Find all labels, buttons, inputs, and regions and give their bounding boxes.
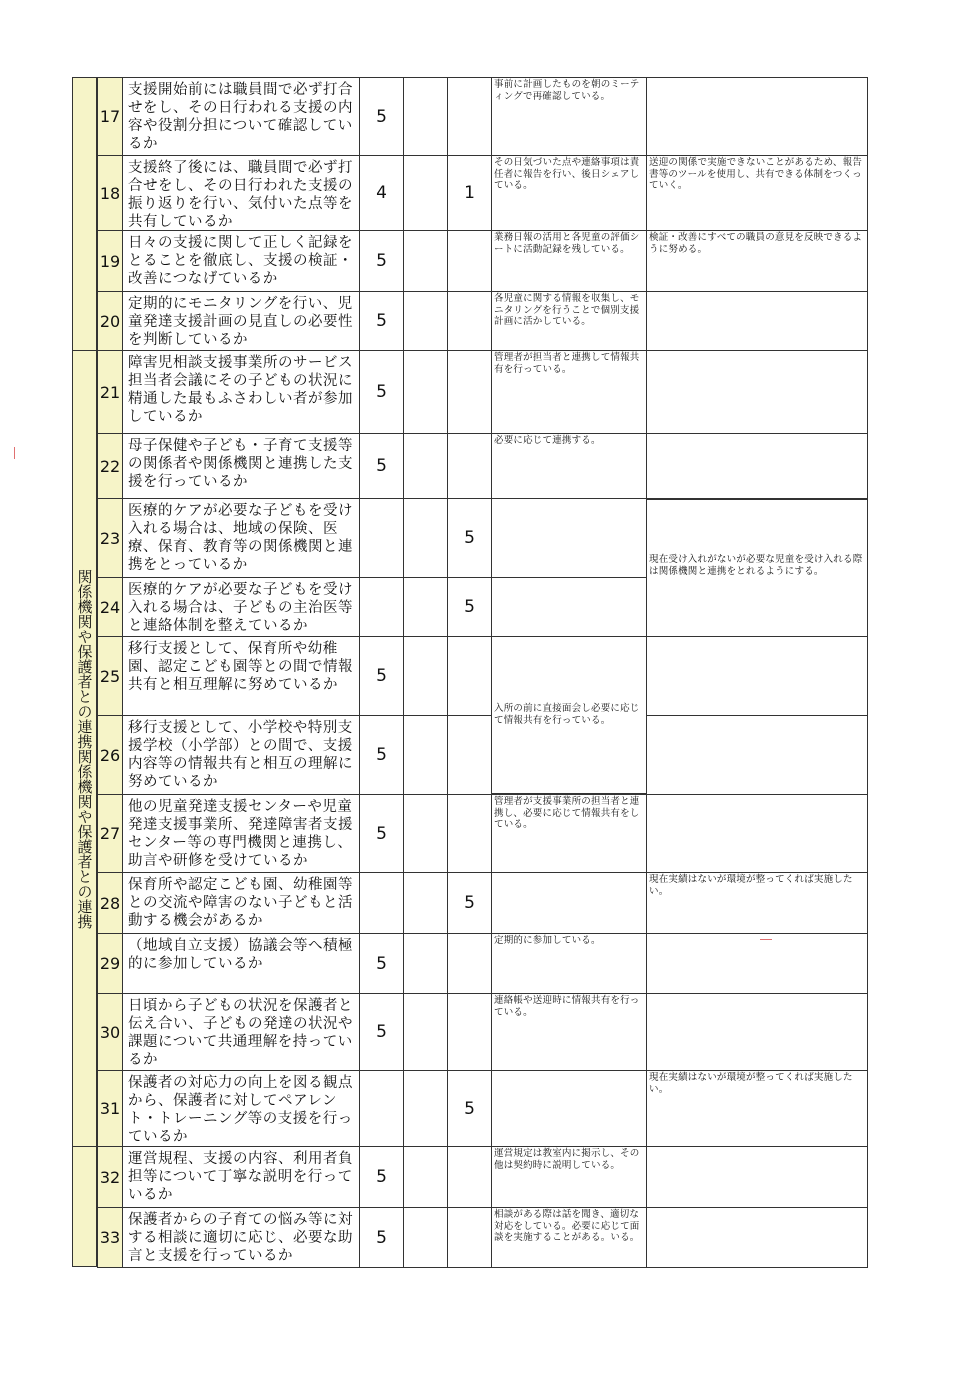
note-status: 運営規定は教室内に掲示し、その他は契約時に説明している。 <box>491 1146 647 1208</box>
count-yes <box>359 498 404 578</box>
note-status: 業務日報の活用と各児童の評価シートに活動記録を残している。 <box>491 230 647 292</box>
note-status: 各児童に関する情報を収集し、モニタリングを行うことで個別支援計画に活かしている。 <box>491 291 647 351</box>
count-no <box>403 498 448 578</box>
note-status: 連絡帳や送迎時に情報共有を行っている。 <box>491 993 647 1071</box>
question-text: 支援開始前には職員間で必ず打合せをし、その日行われる支援の内容や役割分担について確認しているか <box>122 77 360 156</box>
question-text: 運営規程、支援の内容、利用者負担等について丁寧な説明を行っているか <box>122 1146 360 1208</box>
item-number: 31 <box>97 1070 123 1147</box>
item-number: 20 <box>97 291 123 351</box>
count-yes: 5 <box>359 77 404 156</box>
question-text: 移行支援として、保育所や幼稚園、認定こども園等との間で情報共有と相互理解に努めているか <box>122 636 360 716</box>
count-unknown <box>447 77 492 156</box>
item-number: 24 <box>97 577 123 637</box>
question-text: 医療的ケアが必要な子どもを受け入れる場合は、地域の保険、医療、保育、教育等の関係機関と連携をとっているか <box>122 498 360 578</box>
merged-note-25-26 <box>491 636 647 794</box>
count-yes: 5 <box>359 291 404 351</box>
count-yes: 5 <box>359 993 404 1071</box>
question-text: 支援終了後には、職員間で必ず打合せをし、その日行われた支援の振り返りを行い、気付いた点等を共有しているか <box>122 155 360 231</box>
count-unknown <box>447 230 492 292</box>
count-unknown: 5 <box>447 498 492 578</box>
note-status: 相談がある際は話を聞き、適切な対応をしている。必要に応じて面談を実施することがある。いる。 <box>491 1207 647 1268</box>
count-unknown <box>447 933 492 994</box>
section-cell-collaboration <box>72 350 97 1147</box>
count-no <box>403 933 448 994</box>
count-no <box>403 350 448 434</box>
item-number: 21 <box>97 350 123 434</box>
section-cell-top <box>72 77 97 351</box>
count-no <box>403 433 448 499</box>
count-yes: 5 <box>359 230 404 292</box>
count-no <box>403 1146 448 1208</box>
count-no <box>403 77 448 156</box>
section-cell-bottom <box>72 1146 97 1267</box>
note-status: 事前に計画したものを朝のミーティングで再確認している。 <box>491 77 647 156</box>
count-unknown <box>447 350 492 434</box>
scan-mark <box>14 447 15 459</box>
count-unknown <box>447 715 492 795</box>
count-unknown <box>447 291 492 351</box>
count-yes: 5 <box>359 1146 404 1208</box>
note-improvement <box>646 993 868 1071</box>
question-text: 障害児相談支援事業所のサービス担当者会議にその子どもの状況に精通した最もふさわしい者が参加しているか <box>122 350 360 434</box>
item-number: 17 <box>97 77 123 156</box>
note-status: 管理者が支援事業所の担当者と連携し、必要に応じて情報共有をしている。 <box>491 794 647 873</box>
count-unknown <box>447 794 492 873</box>
note-improvement <box>646 715 868 795</box>
merged-note-23-24 <box>646 499 868 637</box>
item-number: 25 <box>97 636 123 716</box>
count-no <box>403 577 448 637</box>
count-no <box>403 230 448 292</box>
note-improvement <box>646 933 868 994</box>
item-number: 30 <box>97 993 123 1071</box>
count-no <box>403 636 448 716</box>
note-improvement <box>646 1207 868 1268</box>
count-no <box>403 794 448 873</box>
section-label <box>73 1147 96 1266</box>
note-improvement <box>646 433 868 499</box>
count-yes: 5 <box>359 1207 404 1268</box>
item-number: 29 <box>97 933 123 994</box>
merged-note-text: 現在受け入れがないが必要な児童を受け入れる際は関係機関と連携をとれるようにする。 <box>649 554 863 577</box>
count-no <box>403 993 448 1071</box>
section-label: 関係機関や保護者との連携関係機関や保護者との連携 <box>75 568 94 929</box>
item-number: 19 <box>97 230 123 292</box>
note-improvement <box>646 291 868 351</box>
count-no <box>403 155 448 231</box>
count-no <box>403 1070 448 1147</box>
note-improvement <box>646 350 868 434</box>
count-yes: 5 <box>359 715 404 795</box>
note-improvement: 現在実績はないが環境が整ってくれば実施したい。 <box>646 872 868 934</box>
note-status: その日気づいた点や連絡事項は責任者に報告を行い、後日シェアしている。 <box>491 155 647 231</box>
count-unknown <box>447 1207 492 1268</box>
count-yes: 5 <box>359 933 404 994</box>
item-number: 33 <box>97 1207 123 1268</box>
question-text: 保護者の対応力の向上を図る観点から、保護者に対してペアレント・トレーニング等の支援を行っているか <box>122 1070 360 1147</box>
item-number: 23 <box>97 498 123 578</box>
note-status: 管理者が担当者と連携して情報共有を行っている。 <box>491 350 647 434</box>
item-number: 27 <box>97 794 123 873</box>
count-yes <box>359 872 404 934</box>
note-improvement: 送迎の関係で実施できないことがあるため、報告書等のツールを使用し、共有できる体制をつくっていく。 <box>646 155 868 231</box>
count-no <box>403 715 448 795</box>
note-status: 必要に応じて連携する。 <box>491 433 647 499</box>
question-text: 他の児童発達支援センターや児童発達支援事業所、発達障害者支援センター等の専門機関と連携し、助言や研修を受けているか <box>122 794 360 873</box>
count-yes <box>359 577 404 637</box>
count-unknown: 1 <box>447 155 492 231</box>
question-text: 母子保健や子ども・子育て支援等の関係者や関係機関と連携した支援を行っているか <box>122 433 360 499</box>
count-yes: 4 <box>359 155 404 231</box>
count-unknown <box>447 1146 492 1208</box>
scan-mark <box>760 939 772 940</box>
count-unknown: 5 <box>447 1070 492 1147</box>
question-text: 保育所や認定こども園、幼稚園等との交流や障害のない子どもと活動する機会があるか <box>122 872 360 934</box>
note-improvement: 現在実績はないが環境が整ってくれば実施したい。 <box>646 1070 868 1147</box>
note-status: 定期的に参加している。 <box>491 933 647 994</box>
note-improvement <box>646 1146 868 1208</box>
count-yes: 5 <box>359 636 404 716</box>
count-unknown <box>447 636 492 716</box>
note-improvement <box>646 794 868 873</box>
question-text: 医療的ケアが必要な子どもを受け入れる場合は、子どもの主治医等と連絡体制を整えているか <box>122 577 360 637</box>
count-yes: 5 <box>359 794 404 873</box>
question-text: 定期的にモニタリングを行い、児童発達支援計画の見直しの必要性を判断しているか <box>122 291 360 351</box>
item-number: 32 <box>97 1146 123 1208</box>
count-unknown <box>447 993 492 1071</box>
item-number: 28 <box>97 872 123 934</box>
question-text: 移行支援として、小学校や特別支援学校（小学部）との間で、支援内容等の情報共有と相互の理解に努めているか <box>122 715 360 795</box>
question-text: 日頃から子どもの状況を保護者と伝え合い、子どもの発達の状況や課題について共通理解を持っているか <box>122 993 360 1071</box>
question-text: （地域自立支援）協議会等へ積極的に参加しているか <box>122 933 360 994</box>
item-number: 26 <box>97 715 123 795</box>
count-no <box>403 872 448 934</box>
count-no <box>403 291 448 351</box>
note-improvement: 検証・改善にすべての職員の意見を反映できるように努める。 <box>646 230 868 292</box>
section-label <box>73 78 96 350</box>
note-status <box>491 498 647 578</box>
count-unknown: 5 <box>447 872 492 934</box>
count-yes: 5 <box>359 433 404 499</box>
note-improvement <box>646 636 868 716</box>
count-unknown: 5 <box>447 577 492 637</box>
note-improvement <box>646 77 868 156</box>
question-text: 日々の支援に関して正しく記録をとることを徹底し、支援の検証・改善につなげているか <box>122 230 360 292</box>
question-text: 保護者からの子育ての悩み等に対する相談に適切に応じ、必要な助言と支援を行っているか <box>122 1207 360 1268</box>
merged-note-text: 入所の前に直接面会し必要に応じて情報共有を行っている。 <box>494 703 640 726</box>
count-yes: 5 <box>359 350 404 434</box>
count-no <box>403 1207 448 1268</box>
count-unknown <box>447 433 492 499</box>
item-number: 22 <box>97 433 123 499</box>
note-status <box>491 872 647 934</box>
count-yes <box>359 1070 404 1147</box>
item-number: 18 <box>97 155 123 231</box>
note-status <box>491 1070 647 1147</box>
note-status <box>491 577 647 637</box>
